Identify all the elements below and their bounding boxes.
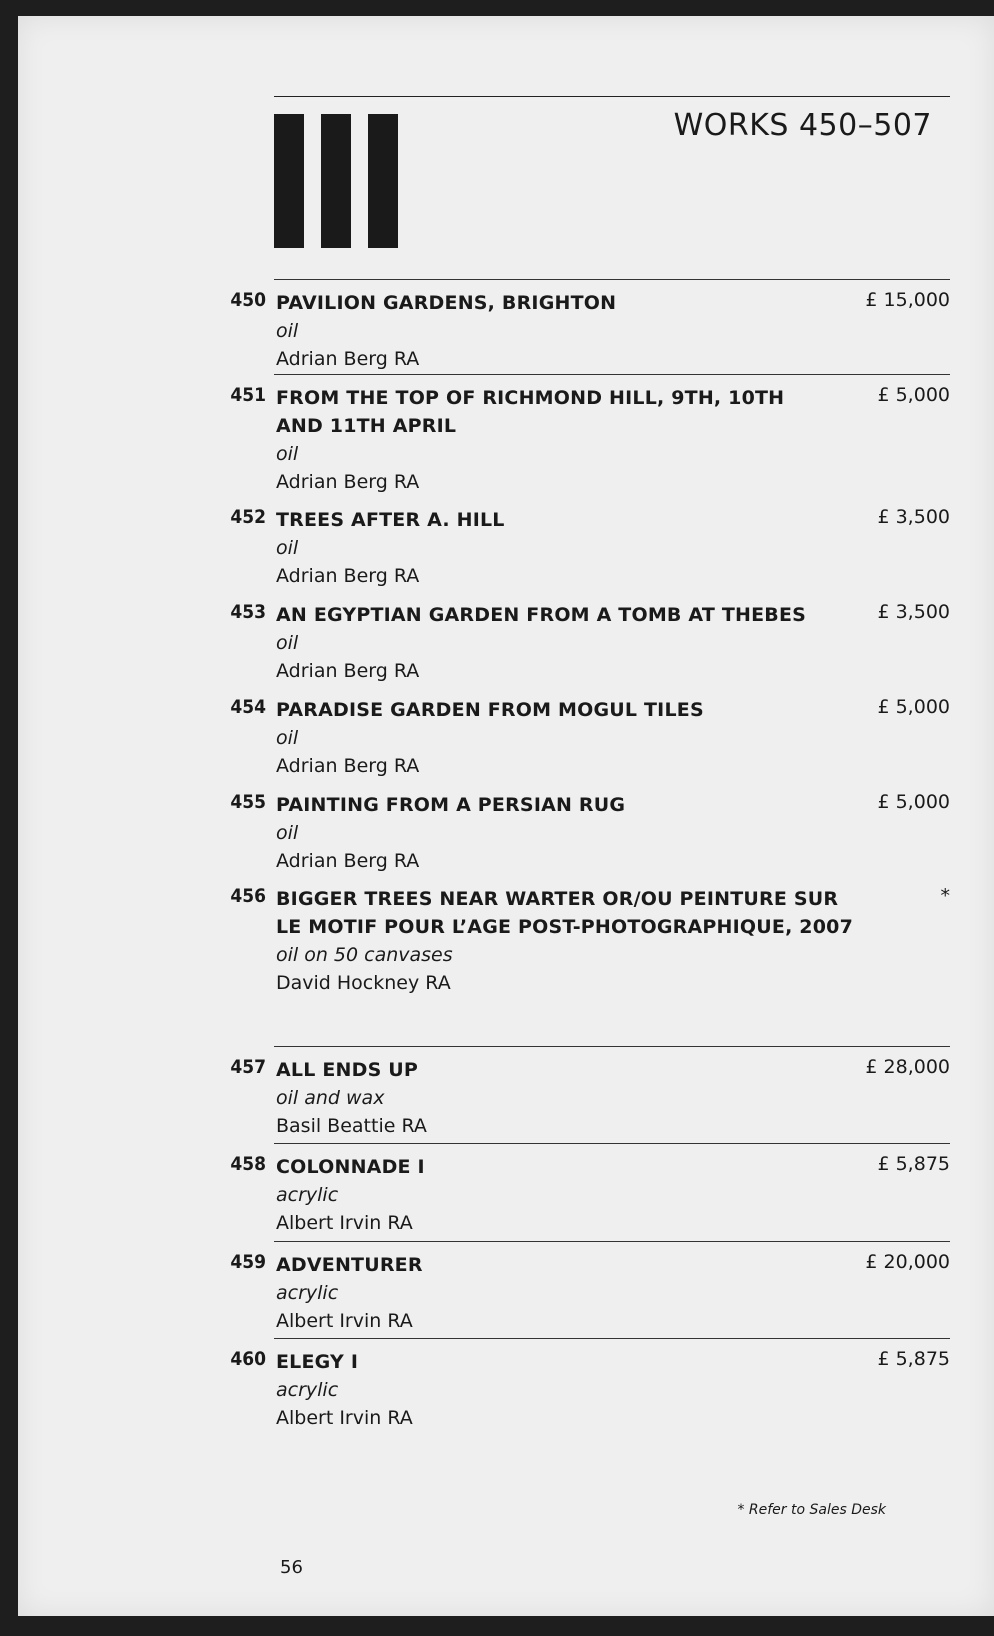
entry-medium: oil on 50 canvases <box>276 944 453 966</box>
header-rule <box>274 96 950 97</box>
entry-artist: Albert Irvin RA <box>276 1212 413 1234</box>
entry-title-text: TREES AFTER A. HILL <box>276 509 505 531</box>
entry-medium: oil <box>276 727 299 749</box>
entry-price: £ 20,000 <box>865 1251 950 1273</box>
entry-medium: oil <box>276 443 299 465</box>
entry-number: 454 <box>230 696 266 718</box>
entry-number: 452 <box>230 506 266 528</box>
entry-number: 455 <box>230 791 266 813</box>
entry-price: £ 3,500 <box>877 506 950 528</box>
entry-price: £ 5,000 <box>877 791 950 813</box>
footnote: * Refer to Sales Desk <box>737 1502 886 1518</box>
entry-title <box>276 1056 836 1140</box>
entry-title-text: AN EGYPTIAN GARDEN FROM A TOMB AT THEBES <box>276 604 807 626</box>
entry-artist: Adrian Berg RA <box>276 348 420 370</box>
entry-title-text: FROM THE TOP OF RICHMOND HILL, 9TH, 10TH AND 11TH APRIL <box>276 387 785 437</box>
entry-title <box>276 384 836 496</box>
entry-artist: Albert Irvin RA <box>276 1407 413 1429</box>
entry-medium: oil <box>276 537 299 559</box>
entry-number: 458 <box>230 1153 266 1175</box>
entry-price: * <box>940 885 950 907</box>
entry-medium: acrylic <box>276 1282 339 1304</box>
entry-title <box>276 696 836 780</box>
entry-number: 459 <box>230 1251 266 1273</box>
entry-title <box>276 791 836 875</box>
entry-title <box>276 289 836 373</box>
entry-title-text: ELEGY I <box>276 1351 359 1373</box>
entry-number: 456 <box>230 885 266 907</box>
entry-price: £ 5,000 <box>877 384 950 406</box>
entry-price: £ 5,000 <box>877 696 950 718</box>
entry-title <box>276 1251 836 1335</box>
entry-title <box>276 506 836 590</box>
entry-title-text: PAINTING FROM A PERSIAN RUG <box>276 794 626 816</box>
entry-rule <box>274 279 950 280</box>
entry-medium: oil and wax <box>276 1087 385 1109</box>
entry-artist: Adrian Berg RA <box>276 471 420 493</box>
entry-rule <box>274 1046 950 1047</box>
entry-title-text: PARADISE GARDEN FROM MOGUL TILES <box>276 699 704 721</box>
entry-medium: oil <box>276 632 299 654</box>
entry-title-text: ALL ENDS UP <box>276 1059 419 1081</box>
entry-title-text: ADVENTURER <box>276 1254 423 1276</box>
entry-number: 450 <box>230 289 266 311</box>
entry-number: 453 <box>230 601 266 623</box>
entry-price: £ 5,875 <box>877 1153 950 1175</box>
entry-rule <box>274 1241 950 1242</box>
entry-rule <box>274 374 950 375</box>
entry-title <box>276 1348 836 1432</box>
entry-title-text: PAVILION GARDENS, BRIGHTON <box>276 292 617 314</box>
entry-medium: acrylic <box>276 1379 339 1401</box>
entry-title <box>276 885 856 997</box>
entry-price: £ 3,500 <box>877 601 950 623</box>
entry-artist: Basil Beattie RA <box>276 1115 427 1137</box>
entry-title <box>276 601 836 685</box>
entry-price: £ 28,000 <box>865 1056 950 1078</box>
entry-artist: David Hockney RA <box>276 972 451 994</box>
entry-artist: Adrian Berg RA <box>276 660 420 682</box>
entry-title <box>276 1153 836 1237</box>
section-title: WORKS 450–507 <box>673 108 932 143</box>
entry-title-text: COLONNADE I <box>276 1156 425 1178</box>
page-number: 56 <box>280 1557 303 1578</box>
entry-medium: oil <box>276 320 299 342</box>
catalogue-page <box>18 16 994 1616</box>
entry-number: 460 <box>230 1348 266 1370</box>
entry-title-text: BIGGER TREES NEAR WARTER OR/OU PEINTURE SUR LE MOTIF POUR L’AGE POST-PHOTOGRAPHIQUE, 2007 <box>276 888 853 938</box>
entry-artist: Adrian Berg RA <box>276 565 420 587</box>
entry-price: £ 5,875 <box>877 1348 950 1370</box>
section-numeral-icon <box>274 114 398 248</box>
entry-number: 451 <box>230 384 266 406</box>
entry-artist: Adrian Berg RA <box>276 755 420 777</box>
entry-price: £ 15,000 <box>865 289 950 311</box>
entry-medium: oil <box>276 822 299 844</box>
entry-rule <box>274 1338 950 1339</box>
entry-medium: acrylic <box>276 1184 339 1206</box>
entry-rule <box>274 1143 950 1144</box>
entry-artist: Albert Irvin RA <box>276 1310 413 1332</box>
entry-artist: Adrian Berg RA <box>276 850 420 872</box>
entry-number: 457 <box>230 1056 266 1078</box>
